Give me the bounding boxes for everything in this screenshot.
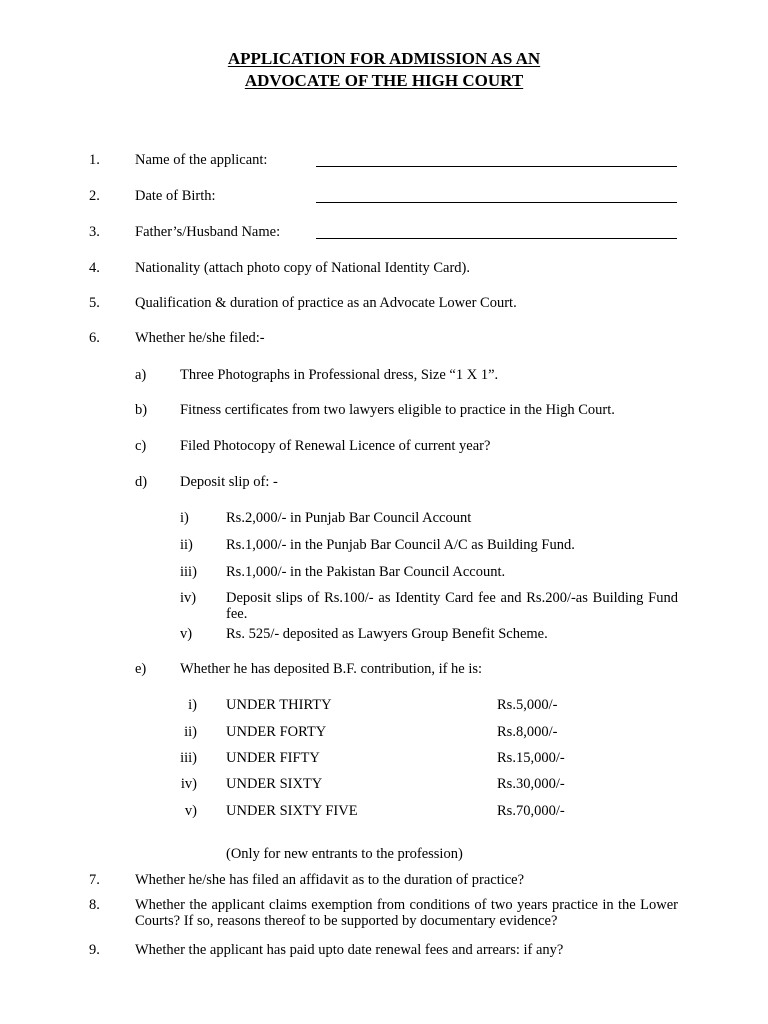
deposit-item-text: Rs.1,000/- in the Punjab Bar Council A/C as Building Fund. — [226, 537, 575, 553]
deposit-item-label: i) — [180, 510, 189, 526]
item-number: 1. — [89, 152, 100, 168]
item-number: 9. — [89, 942, 100, 958]
contribution-age: UNDER FIFTY — [226, 750, 320, 766]
item-text: Whether he/she filed:- — [135, 330, 265, 346]
contribution-age: UNDER SIXTY — [226, 776, 323, 792]
date-of-birth-blank-line[interactable] — [316, 202, 677, 203]
contribution-amount: Rs.70,000/- — [497, 803, 565, 819]
deposit-item-label: v) — [180, 626, 193, 642]
contribution-amount: Rs.30,000/- — [497, 776, 565, 792]
sub-item-text: Deposit slip of: - — [180, 474, 278, 490]
deposit-item-text: Rs. 525/- deposited as Lawyers Group Benefit Scheme. — [226, 626, 548, 642]
item-number: 2. — [89, 188, 100, 204]
contribution-age: UNDER SIXTY FIVE — [226, 803, 358, 819]
deposit-item-text: Rs.1,000/- in the Pakistan Bar Council Account. — [226, 564, 506, 580]
deposit-item-label: ii) — [180, 537, 193, 553]
deposit-item-label: iv) — [180, 590, 197, 606]
deposit-item-text: Deposit slips of Rs.100/- as Identity Card fee and Rs.200/-as Building Fund fee. — [226, 590, 678, 622]
item-label: Father’s/Husband Name: — [135, 224, 281, 240]
contribution-label: i) — [188, 697, 197, 713]
item-text: Nationality (attach photo copy of National Identity Card). — [135, 260, 471, 276]
contribution-note: (Only for new entrants to the profession) — [226, 846, 463, 862]
contribution-label: iv) — [180, 776, 197, 792]
contribution-amount: Rs.5,000/- — [497, 697, 558, 713]
item-text: Whether the applicant claims exemption from conditions of two years practice in the Lower Courts? If so, reasons thereof to be supported by documentary evidence? — [135, 897, 678, 929]
contribution-age: UNDER FORTY — [226, 724, 327, 740]
item-text: Whether he/she has filed an affidavit as to the duration of practice? — [135, 872, 525, 888]
item-label: Name of the applicant: — [135, 152, 268, 168]
sub-item-text: Three Photographs in Professional dress, Size “1 X 1”. — [180, 367, 499, 383]
document-title-line-1: APPLICATION FOR ADMISSION AS AN — [227, 49, 541, 68]
sub-item-text: Fitness certificates from two lawyers eligible to practice in the High Court. — [180, 402, 615, 418]
item-number: 4. — [89, 260, 100, 276]
deposit-item-label: iii) — [180, 564, 197, 580]
contribution-label: ii) — [184, 724, 197, 740]
father-husband-name-blank-line[interactable] — [316, 238, 677, 239]
contribution-age: UNDER THIRTY — [226, 697, 332, 713]
item-number: 5. — [89, 295, 100, 311]
item-label: Date of Birth: — [135, 188, 216, 204]
sub-item-label: e) — [135, 661, 147, 677]
item-text: Whether the applicant has paid upto date renewal fees and arrears: if any? — [135, 942, 564, 958]
contribution-amount: Rs.8,000/- — [497, 724, 558, 740]
item-number: 8. — [89, 897, 100, 913]
contribution-label: v) — [184, 803, 197, 819]
applicant-name-blank-line[interactable] — [316, 166, 677, 167]
item-number: 3. — [89, 224, 100, 240]
sub-item-text: Filed Photocopy of Renewal Licence of current year? — [180, 438, 491, 454]
sub-item-text: Whether he has deposited B.F. contribution, if he is: — [180, 661, 483, 677]
contribution-amount: Rs.15,000/- — [497, 750, 565, 766]
sub-item-label: c) — [135, 438, 147, 454]
sub-item-label: a) — [135, 367, 147, 383]
deposit-item-text: Rs.2,000/- in Punjab Bar Council Account — [226, 510, 472, 526]
item-number: 6. — [89, 330, 100, 346]
item-number: 7. — [89, 872, 100, 888]
contribution-label: iii) — [180, 750, 197, 766]
item-text: Qualification & duration of practice as an Advocate Lower Court. — [135, 295, 517, 311]
sub-item-label: b) — [135, 402, 148, 418]
sub-item-label: d) — [135, 474, 148, 490]
document-title-line-2: ADVOCATE OF THE HIGH COURT — [244, 71, 524, 90]
